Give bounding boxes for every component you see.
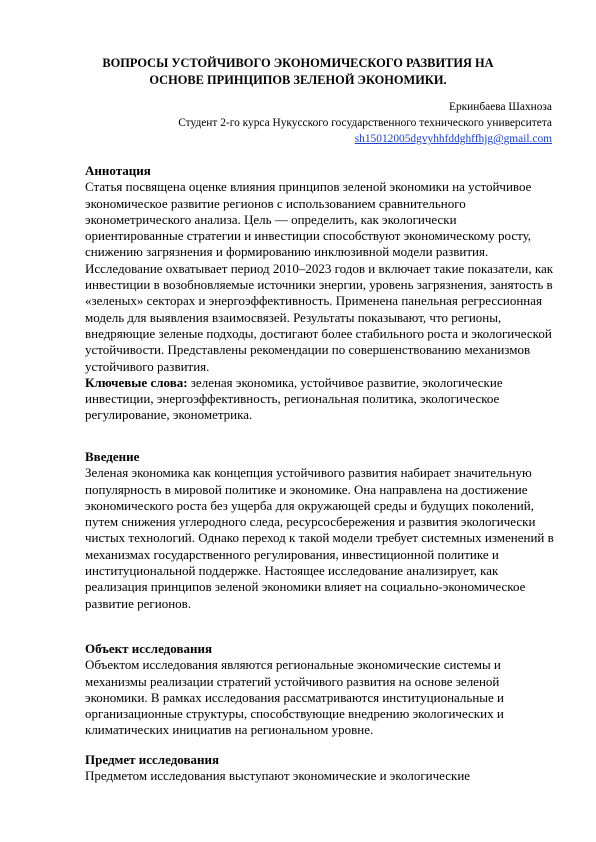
introduction-heading: Введение (85, 449, 140, 464)
keywords-paragraph (85, 375, 555, 424)
keywords-text: зеленая экономика, устойчивое развитие, экологические инвестиции, энергоэффективность, региональная политика, экологическое регулирование, эконометрика. (85, 374, 503, 423)
keywords-label: Ключевые слова: (85, 374, 188, 390)
subject-text: Предметом исследования выступают экономические и экологические (85, 768, 471, 784)
title-line-1: ВОПРОСЫ УСТОЙЧИВОГО ЭКОНОМИЧЕСКОГО РАЗВИТИЯ НА (102, 56, 494, 70)
author-block (178, 99, 552, 147)
object-text: Объектом исследования являются региональные экономические системы и механизмы реализации стратегий устойчивого развития на основе зеленой экономики. В рамках исследования рассматриваются институциональные и организационные структуры, способствующие внедрению экологических и климатических инициатив на региональном уровне. (85, 657, 505, 738)
subject-heading: Предмет исследования (85, 752, 219, 767)
author-name: Еркинбаева Шахноза (448, 101, 552, 113)
object-heading: Объект исследования (85, 641, 212, 656)
subject-section (85, 752, 555, 785)
introduction-section (85, 449, 555, 612)
object-section (85, 641, 555, 739)
introduction-text: Зеленая экономика как концепция устойчивого развития набирает значительную популярность в мировой политике и экономике. Она направлена на достижение экономического роста без ущерба для окружающей среды и будущих поколений, путем снижения углеродного следа, ресурсосбережения и развития экологически чистых технологий. Однако переход к такой модели требует системных изменений в механизмах государственного регулирования, инвестиционной политике и институциональной поддержке. Настоящее исследование анализирует, как реализация принципов зеленой экономики влияет на социально-экономическое развитие регионов. (85, 465, 554, 611)
author-affiliation: Студент 2-го курса Нукусского государственного технического университета (178, 117, 552, 129)
annotation-heading: Аннотация (85, 163, 151, 178)
author-email-link[interactable]: sh15012005dgvyhhfddghffhjg@gmail.com (354, 133, 552, 145)
annotation-text: Статья посвящена оценке влияния принципов зеленой экономики на устойчивое экономическое развитие регионов с использованием сравнительного эконометрического анализа. Цель — определить, как экологически ориентированные стратегии и инвестиции способствуют экономическому росту, снижению загрязнения и формированию инклюзивной модели развития. Исследование охватывает период 2010–2023 годов и включает такие показатели, как инвестиции в возобновляемые источники энергии, уровень загрязнения, занятость в «зеленых» секторах и энергоэффективность. Применена панельная регрессионная модель для выявления взаимосвязей. Результаты показывают, что регионы, внедряющие зеленые подходы, достигают более стабильного роста и экологической устойчивости. Представлены рекомендации по совершенствованию механизмов устойчивого развития. (85, 179, 554, 374)
annotation-section (85, 163, 555, 424)
title-line-2: ОСНОВЕ ПРИНЦИПОВ ЗЕЛЕНОЙ ЭКОНОМИКИ. (149, 73, 447, 87)
paper-title (60, 55, 536, 89)
